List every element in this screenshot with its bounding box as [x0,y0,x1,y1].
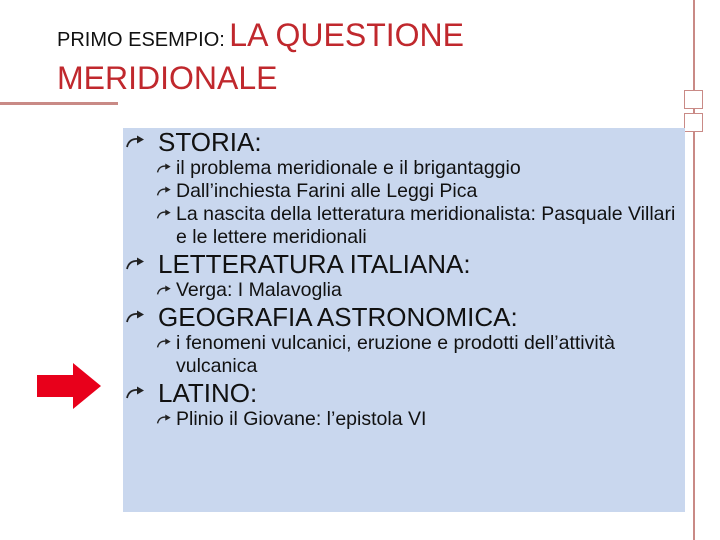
curved-arrow-bullet-icon [125,135,147,149]
list-item: i fenomeni vulcanici, eruzione e prodotti dell’attività vulcanica [125,332,685,378]
curved-arrow-bullet-icon [125,257,147,271]
section-heading: LETTERATURA ITALIANA: [125,249,685,279]
slide-title [57,14,657,100]
title-prefix: PRIMO ESEMPIO: [57,29,225,51]
curved-arrow-bullet-icon [156,209,173,220]
bullet-list [125,127,685,431]
right-vertical-rule [693,0,695,540]
section-heading: STORIA: [125,127,685,157]
title-underline-rule [0,102,118,105]
red-right-arrow-icon [37,363,102,414]
right-decor-square [684,90,703,109]
curved-arrow-bullet-icon [156,338,173,349]
curved-arrow-bullet-icon [125,310,147,324]
list-item: Dall’inchiesta Farini alle Leggi Pica [125,180,685,203]
title-main-line1: LA QUESTIONE [229,17,464,53]
list-item: La nascita della letteratura meridionalista: Pasquale Villari e le lettere meridionali [125,203,685,249]
title-main-line2: MERIDIONALE [57,60,278,97]
right-decor-square [684,113,703,132]
section-heading: LATINO: [125,378,685,408]
section-heading: GEOGRAFIA ASTRONOMICA: [125,302,685,332]
curved-arrow-bullet-icon [156,414,173,425]
curved-arrow-bullet-icon [125,386,147,400]
curved-arrow-bullet-icon [156,186,173,197]
list-item: Verga: I Malavoglia [125,279,685,302]
list-item: Plinio il Giovane: l’epistola VI [125,408,685,431]
curved-arrow-bullet-icon [156,285,173,296]
curved-arrow-bullet-icon [156,163,173,174]
list-item: il problema meridionale e il brigantaggio [125,157,685,180]
